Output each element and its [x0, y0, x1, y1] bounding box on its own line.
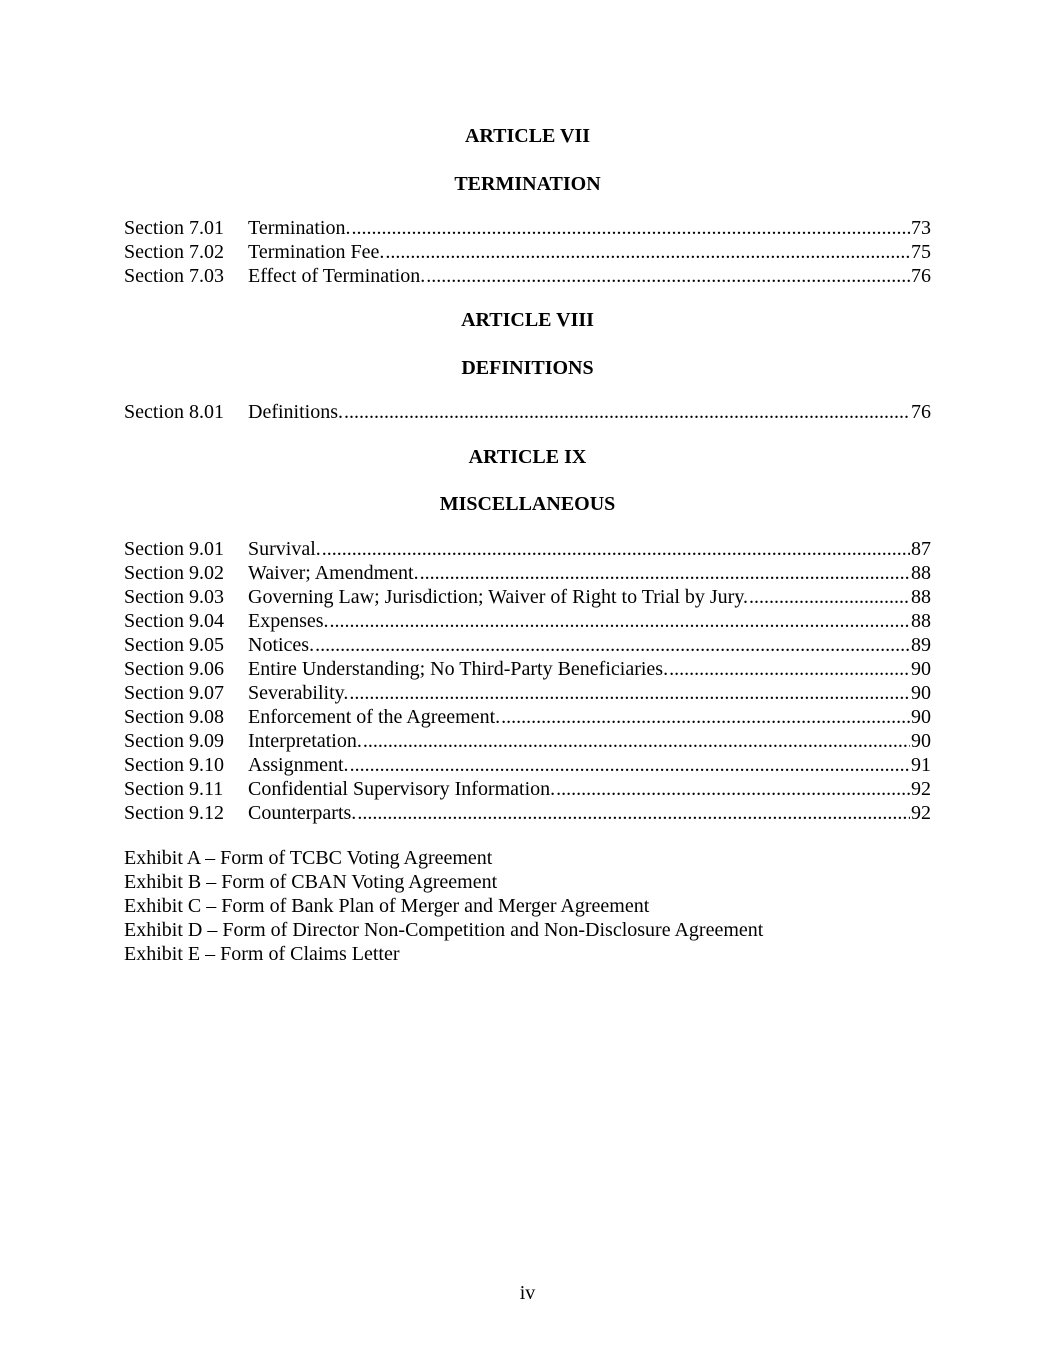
toc-entry[interactable] [124, 585, 931, 609]
page-number: 92 [911, 778, 931, 800]
toc-entry[interactable] [124, 609, 931, 633]
page-number: 88 [911, 610, 931, 632]
section-title: Governing Law; Jurisdiction; Waiver of Right to Trial by Jury. [248, 586, 749, 608]
dot-leader [501, 705, 910, 729]
exhibit-item[interactable]: Exhibit C – Form of Bank Plan of Merger and Merger Agreement [124, 895, 650, 917]
section-number: Section 9.12 [124, 802, 224, 824]
section-title: Survival. [248, 538, 321, 560]
toc-entry[interactable] [124, 561, 931, 585]
toc-entry[interactable] [124, 705, 931, 729]
exhibit-item[interactable]: Exhibit E – Form of Claims Letter [124, 943, 400, 965]
exhibit-list [124, 846, 931, 966]
article-8-toc [124, 400, 931, 424]
toc-entry[interactable] [124, 633, 931, 657]
toc-entry[interactable] [124, 681, 931, 705]
section-number: Section 9.11 [124, 778, 224, 800]
page-number: 90 [911, 682, 931, 704]
article-9-toc [124, 537, 931, 825]
section-number: Section 9.08 [124, 706, 224, 728]
page-number: 87 [911, 538, 931, 560]
section-number: Section 9.04 [124, 610, 224, 632]
article-9-heading: ARTICLE IX [468, 446, 587, 468]
dot-leader [344, 400, 910, 424]
page-number: 73 [911, 217, 931, 239]
section-number: Section 7.02 [124, 241, 224, 263]
toc-entry[interactable] [124, 400, 931, 424]
toc-entry[interactable] [124, 240, 931, 264]
page-number: 76 [911, 265, 931, 287]
section-title: Counterparts. [248, 802, 357, 824]
dot-leader [420, 561, 910, 585]
section-number: Section 7.01 [124, 217, 224, 239]
section-number: Section 9.09 [124, 730, 224, 752]
section-number: Section 9.07 [124, 682, 224, 704]
page-number: 92 [911, 802, 931, 824]
section-number: Section 9.02 [124, 562, 224, 584]
toc-entry[interactable] [124, 753, 931, 777]
page-number: 90 [911, 658, 931, 680]
dot-leader [749, 585, 910, 609]
article-7-title: TERMINATION [454, 173, 601, 195]
page-number: 89 [911, 634, 931, 656]
section-number: Section 9.06 [124, 658, 224, 680]
dot-leader [315, 633, 910, 657]
dot-leader [385, 240, 910, 264]
section-title: Entire Understanding; No Third-Party Beneficiaries. [248, 658, 669, 680]
section-number: Section 9.05 [124, 634, 224, 656]
page-number: 88 [911, 562, 931, 584]
exhibit-item[interactable]: Exhibit D – Form of Director Non-Competition and Non-Disclosure Agreement [124, 919, 764, 941]
article-8-heading: ARTICLE VIII [461, 309, 594, 331]
toc-entry[interactable] [124, 729, 931, 753]
dot-leader [322, 537, 910, 561]
section-number: Section 9.03 [124, 586, 224, 608]
article-9-title: MISCELLANEOUS [439, 493, 616, 515]
page-number: 76 [911, 401, 931, 423]
dot-leader [363, 729, 910, 753]
section-title: Enforcement of the Agreement. [248, 706, 501, 728]
dot-leader [350, 753, 910, 777]
section-title: Termination Fee. [248, 241, 385, 263]
section-title: Confidential Supervisory Information. [248, 778, 556, 800]
footer-page-number: iv [519, 1282, 536, 1304]
section-title: Interpretation. [248, 730, 362, 752]
page-number: 91 [911, 754, 931, 776]
dot-leader [426, 264, 910, 288]
page-number: 90 [911, 730, 931, 752]
dot-leader [351, 216, 910, 240]
section-title: Assignment. [248, 754, 349, 776]
article-8-title: DEFINITIONS [461, 357, 594, 379]
page-number: 88 [911, 586, 931, 608]
section-title: Definitions. [248, 401, 343, 423]
toc-entry[interactable] [124, 537, 931, 561]
dot-leader [349, 681, 910, 705]
toc-entry[interactable] [124, 777, 931, 801]
article-7-heading: ARTICLE VII [464, 125, 591, 147]
section-title: Expenses. [248, 610, 329, 632]
dot-leader [330, 609, 910, 633]
page-number: 75 [911, 241, 931, 263]
dot-leader [669, 657, 910, 681]
article-7-toc [124, 216, 931, 288]
dot-leader [357, 801, 910, 825]
toc-entry[interactable] [124, 264, 931, 288]
dot-leader [556, 777, 910, 801]
section-number: Section 7.03 [124, 265, 224, 287]
toc-entry[interactable] [124, 801, 931, 825]
toc-entry[interactable] [124, 216, 931, 240]
section-title: Waiver; Amendment. [248, 562, 419, 584]
section-title: Notices. [248, 634, 315, 656]
toc-entry[interactable] [124, 657, 931, 681]
exhibit-item[interactable]: Exhibit B – Form of CBAN Voting Agreement [124, 871, 498, 893]
section-number: Section 9.10 [124, 754, 224, 776]
section-number: Section 9.01 [124, 538, 224, 560]
section-title: Termination. [248, 217, 351, 239]
section-title: Severability. [248, 682, 349, 704]
exhibit-item[interactable]: Exhibit A – Form of TCBC Voting Agreement [124, 847, 493, 869]
page-number: 90 [911, 706, 931, 728]
section-number: Section 8.01 [124, 401, 224, 423]
section-title: Effect of Termination. [248, 265, 426, 287]
